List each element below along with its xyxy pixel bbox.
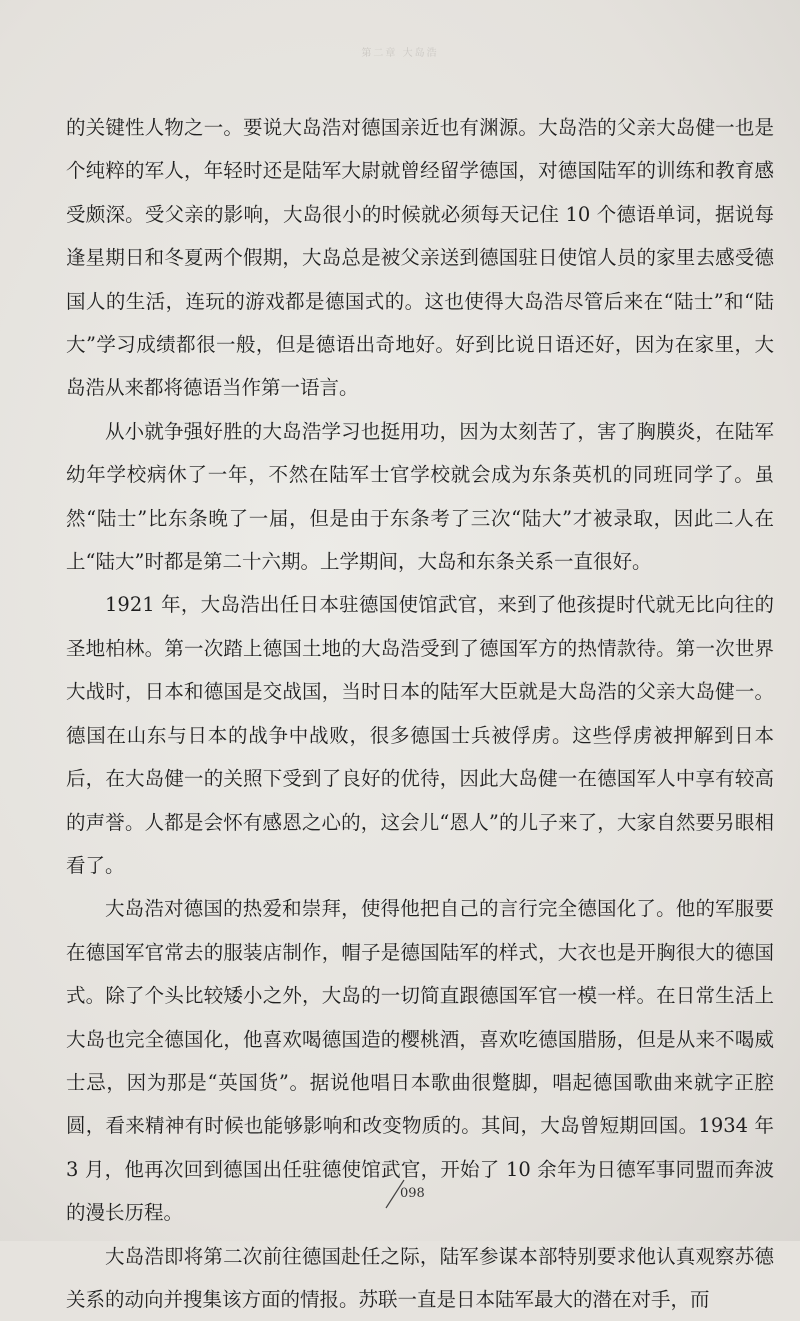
paragraph-4: 大岛浩对德国的热爱和崇拜，使得他把自己的言行完全德国化了。他的军服要在德国军官常去的服装店制作，帽子是德国陆军的样式，大衣也是开胸很大的德国式。除了个头比较矮小之外，大岛的一切简直跟德国军官一模一样。在日常生活上大岛也完全德国化，他喜欢喝德国造的樱桃酒，喜欢吃德国腊肠，但是从来不喝威士忌，因为那是“英国货”。据说他唱日本歌曲很蹩脚，唱起德国歌曲来就字正腔圆，看来精神有时候也能够影响和改变物质的。其间，大岛曾短期回国。1934 年 3 月，他再次回到德国出任驻德使馆武官，开始了 10 余年为日德军事同盟而奔波的漫长历程。 [66, 897, 774, 1225]
body-text [66, 106, 774, 1321]
paragraph-1: 的关键性人物之一。要说大岛浩对德国亲近也有渊源。大岛浩的父亲大岛健一也是个纯粹的军人，年轻时还是陆军大尉就曾经留学德国，对德国陆军的训练和教育感受颇深。受父亲的影响，大岛很小的时候就必须每天记住 10 个德语单词，据说每逢星期日和冬夏两个假期，大岛总是被父亲送到德国驻日使馆人员的家里去感受德国人的生活，连玩的游戏都是德国式的。这也使得大岛浩尽管后来在“陆士”和“陆大”学习成绩都很一般，但是德语出奇地好。好到比说日语还好，因为在家里，大岛浩从来都将德语当作第一语言。 [66, 116, 774, 400]
running-header: 第二章 大岛浩 [361, 48, 439, 59]
page-number-text: 098 [400, 1186, 425, 1201]
paragraph-2: 从小就争强好胜的大岛浩学习也挺用功，因为太刻苦了，害了胸膜炎，在陆军幼年学校病休了一年，不然在陆军士官学校就会成为东条英机的同班同学了。虽然“陆士”比东条晚了一届，但是由于东条考了三次“陆大”才被录取，因此二人在上“陆大”时都是第二十六期。上学期间，大岛和东条关系一直很好。 [66, 419, 774, 574]
page-number [382, 1174, 442, 1214]
paragraph-3: 1921 年，大岛浩出任日本驻德国使馆武官，来到了他孩提时代就无比向往的圣地柏林。第一次踏上德国土地的大岛浩受到了德国军方的热情款待。第一次世界大战时，日本和德国是交战国，当时日本的陆军大臣就是大岛浩的父亲大岛健一。德国在山东与日本的战争中战败，很多德国士兵被俘虏。这些俘虏被押解到日本后，在大岛健一的关照下受到了良好的优待，因此大岛健一在德国军人中享有较高的声誉。人都是会怀有感恩之心的，这会儿“恩人”的儿子来了，大家自然要另眼相看了。 [66, 593, 774, 877]
paragraph-5: 大岛浩即将第二次前往德国赴任之际，陆军参谋本部特别要求他认真观察苏德关系的动向并搜集该方面的情报。苏联一直是日本陆军最大的潜在对手，而 [66, 1244, 774, 1311]
